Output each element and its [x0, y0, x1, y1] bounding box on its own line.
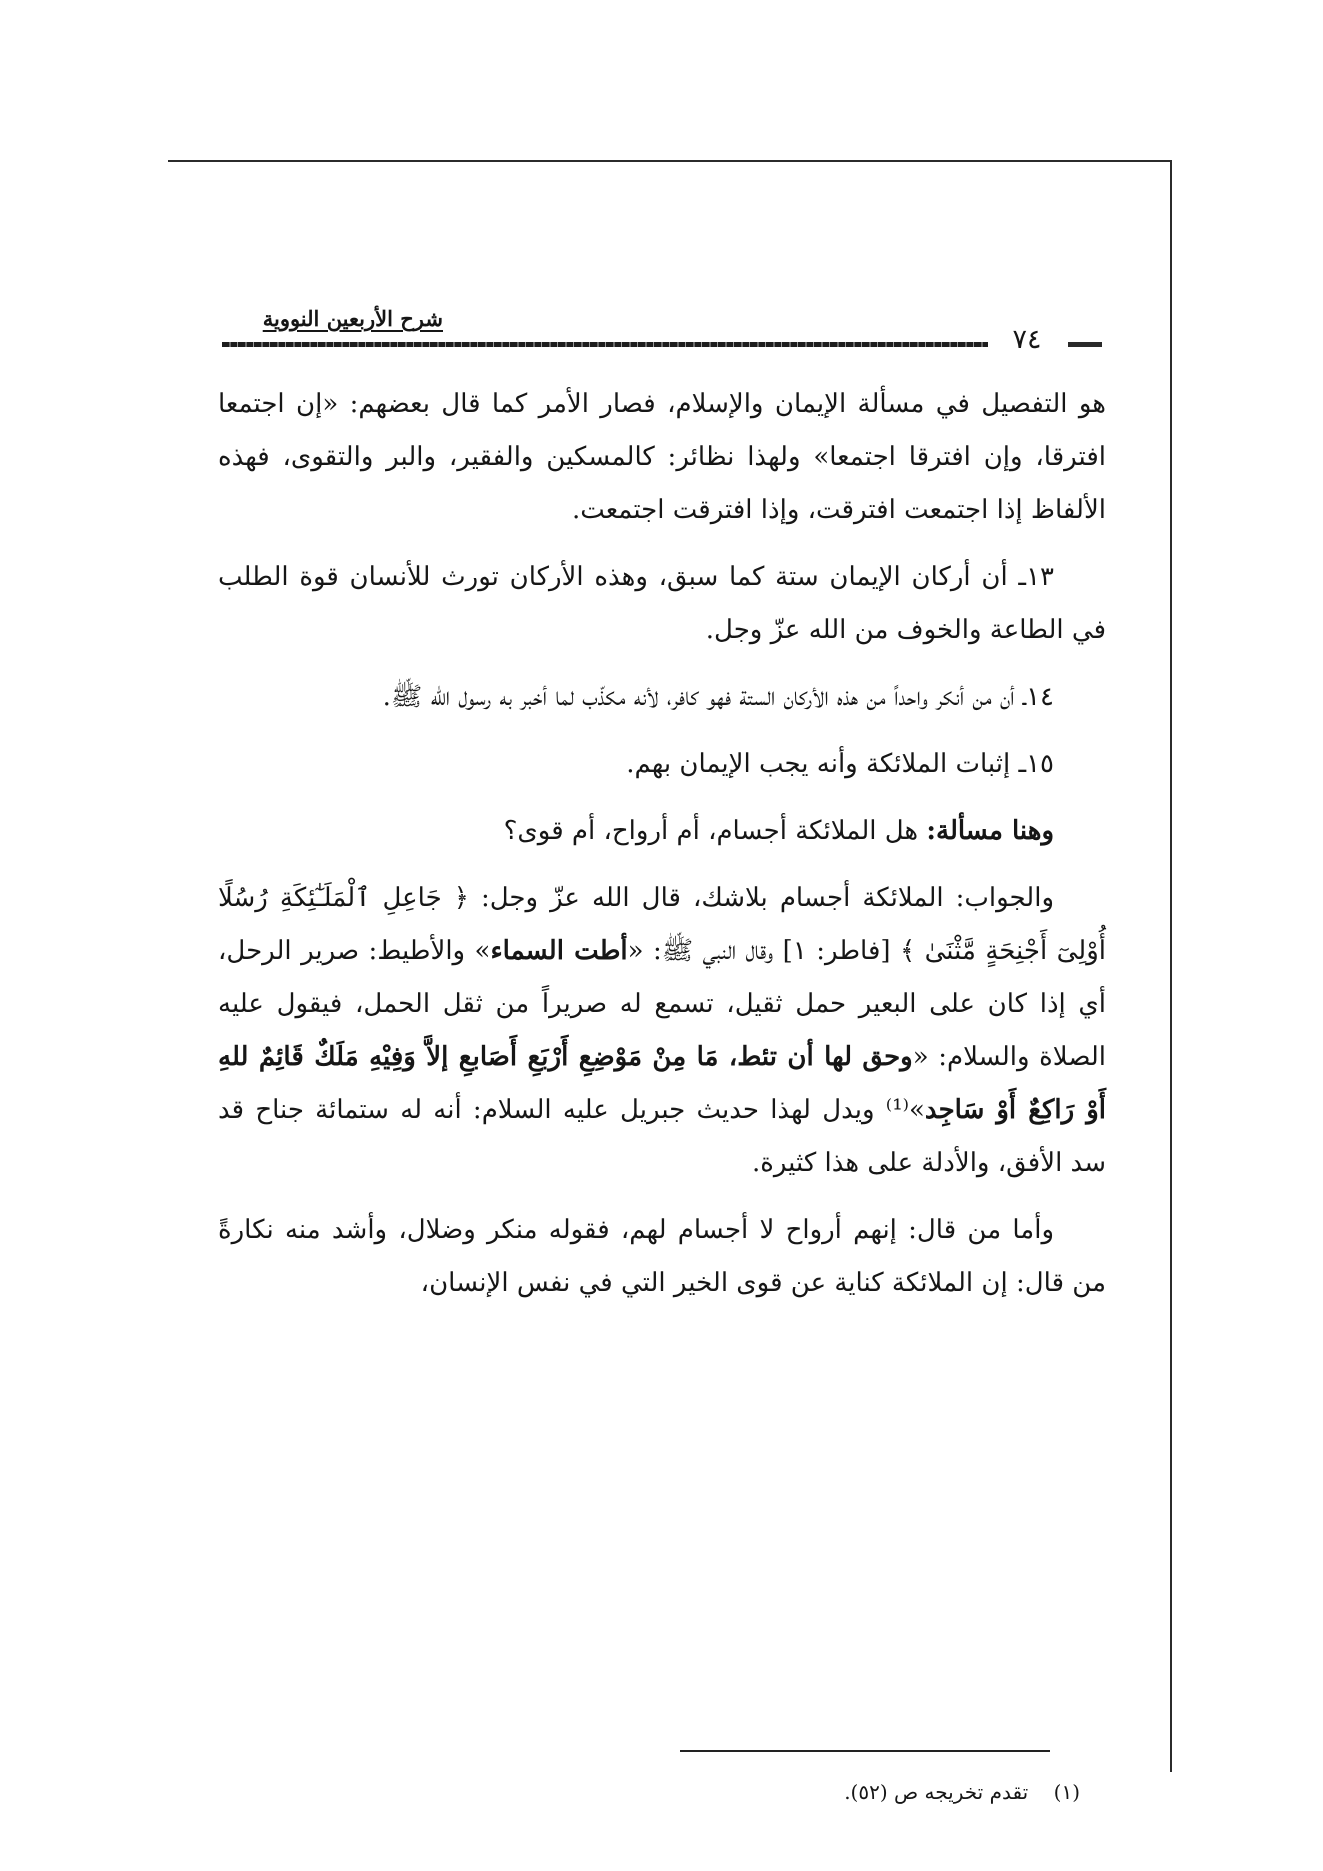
- page-number: ٧٤: [1012, 324, 1042, 355]
- paragraph-14: ١٤ـ أن من أنكر واحداً من هذه الأركان الستة فهو كافر، لأنه مكذّب لما أخبر به رسول الله ﷺ.: [382, 682, 1054, 712]
- running-title: شرح الأربعين النووية: [262, 306, 443, 331]
- answer-paragraph: [218, 872, 1106, 1190]
- page-frame-right-line: [1170, 160, 1172, 1772]
- question-paragraph: [218, 805, 1106, 858]
- footnote: [480, 1780, 1080, 1804]
- answer-text-c: »⁽¹⁾ ويدل لهذا حديث جبريل عليه السلام: أنه له ستمائة جناح قد سد الأفق، والأدلة على هذا كثيرة.: [218, 1095, 1106, 1178]
- question-text: هل الملائكة أجسام، أم أرواح، أم قوى؟: [503, 816, 927, 846]
- hadith-quote-2: وحق لها أن تئط، مَا مِنْ مَوْضِعِ أَرْبَعِ أَصَابعِ إلاَّ وَفِيْهِ مَلَكٌ قَائِمٌ للهِ أَوْ رَاكِعٌ أَوْ سَاجِد: [218, 1042, 1106, 1125]
- header-rule: [222, 342, 988, 347]
- footnote-separator: [680, 1750, 1050, 1752]
- page-frame-top-line: [168, 160, 1172, 162]
- main-text: [218, 378, 1106, 1324]
- answer-text-a: والجواب: الملائكة أجسام بلاشك، قال الله عزّ وجل: ﴿ جَاعِلِ ٱلْمَلَـٰٓئِكَةِ رُسُلًا أُوْلِىٓ أَجْنِحَةٍ مَّثْنَىٰ ﴾ [فاطر: ١] وقال النبي ﷺ: «: [218, 883, 1106, 966]
- paragraph-1: هو التفصيل في مسألة الإيمان والإسلام، فصار الأمر كما قال بعضهم: «إن اجتمعا افترقا، وإن افترقا اجتمعا» ولهذا نظائر: كالمسكين والفقير، والبر والتقوى، فهذه الألفاظ إذا اجتمعت افترقت، وإذا افترقت اجتمعت.: [218, 389, 1106, 525]
- footnote-marker: (١): [1053, 1780, 1080, 1804]
- hadith-quote-1: أطت السماء: [490, 936, 628, 966]
- answer-text-b: » والأطيط: صرير الرحل، أي إذا كان على البعير حمل ثقيل، تسمع له صريراً من ثقل الحمل، فيقول عليه الصلاة والسلام: «: [218, 936, 1107, 1072]
- paragraph-13: ١٣ـ أن أركان الإيمان ستة كما سبق، وهذه الأركان تورث للأنسان قوة الطلب في الطاعة والخوف من الله عزّ وجل.: [218, 562, 1106, 645]
- footnote-text: تقدم تخريجه ص (٥٢).: [844, 1780, 1029, 1804]
- header-rule-tail: [1068, 342, 1102, 347]
- paragraph-15: ١٥ـ إثبات الملائكة وأنه يجب الإيمان بهم.: [626, 749, 1054, 779]
- question-label: وهنا مسألة:: [926, 816, 1054, 846]
- closing-paragraph: وأما من قال: إنهم أرواح لا أجسام لهم، فقوله منكر وضلال، وأشد منه نكارةً من قال: إن الملائكة كناية عن قوى الخير التي في نفس الإنسان،: [218, 1215, 1106, 1298]
